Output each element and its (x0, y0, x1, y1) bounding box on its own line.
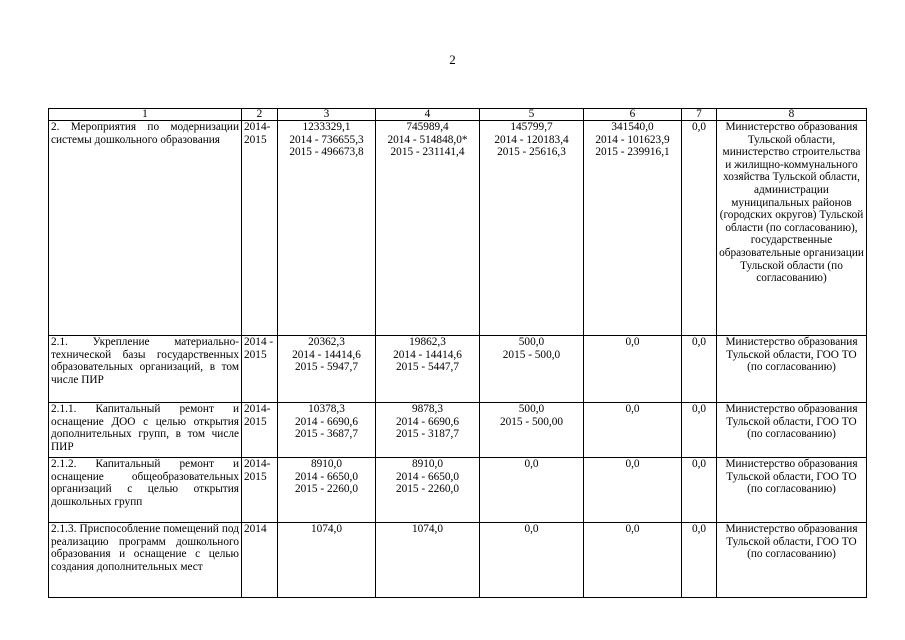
table-row (49, 458, 867, 523)
page-number: 2 (449, 52, 456, 67)
other-funding: 0,0 (682, 336, 717, 403)
header-cell: 7 (682, 109, 717, 121)
program-table (48, 108, 867, 598)
regional-funding: 500,0 2015 - 500,00 (480, 403, 584, 458)
header-cell: 2 (242, 109, 278, 121)
regional-funding: 500,0 2015 - 500,0 (480, 336, 584, 403)
regional-funding: 145799,7 2014 - 120183,4 2015 - 25616,3 (480, 121, 584, 336)
federal-funding: 19862,3 2014 - 14414,6 2015 - 5447,7 (376, 336, 480, 403)
municipal-funding: 0,0 (584, 336, 682, 403)
header-row (49, 109, 867, 121)
other-funding: 0,0 (682, 121, 717, 336)
total-funding: 1074,0 (278, 523, 376, 598)
table-row (49, 523, 867, 598)
header-cell: 6 (584, 109, 682, 121)
years: 2014-2015 (242, 403, 278, 458)
years: 2014 (242, 523, 278, 598)
other-funding: 0,0 (682, 458, 717, 523)
municipal-funding: 0,0 (584, 523, 682, 598)
measure-name: 2.1.2. Капитальный ремонт и оснащение общеобразовательных организаций с целью открытия дошкольных групп (49, 458, 242, 523)
total-funding: 1233329,1 2014 - 736655,3 2015 - 496673,8 (278, 121, 376, 336)
municipal-funding: 0,0 (584, 403, 682, 458)
municipal-funding: 0,0 (584, 458, 682, 523)
measure-name: 2.1.1. Капитальный ремонт и оснащение ДОО с целью открытия дополнительных групп, в том числе ПИР (49, 403, 242, 458)
header-cell: 8 (717, 109, 867, 121)
executor: Министерство образования Тульской области, ГОО ТО (по согласованию) (717, 458, 867, 523)
federal-funding: 745989,4 2014 - 514848,0* 2015 - 231141,4 (376, 121, 480, 336)
table-row (49, 121, 867, 336)
executor: Министерство образования Тульской области, министерство строительства и жилищно-коммунального хозяйства Тульской области, администрации муниципальных районов (городских округов) Тульской области (по согласованию), государственные образовательные организации Тульской области (по согласованию) (717, 121, 867, 336)
executor: Министерство образования Тульской области, ГОО ТО (по согласованию) (717, 523, 867, 598)
regional-funding: 0,0 (480, 458, 584, 523)
table-row (49, 336, 867, 403)
executor: Министерство образования Тульской области, ГОО ТО (по согласованию) (717, 403, 867, 458)
years: 2014-2015 (242, 121, 278, 336)
header-cell: 3 (278, 109, 376, 121)
total-funding: 10378,3 2014 - 6690,6 2015 - 3687,7 (278, 403, 376, 458)
municipal-funding: 341540,0 2014 - 101623,9 2015 - 239916,1 (584, 121, 682, 336)
federal-funding: 9878,3 2014 - 6690,6 2015 - 3187,7 (376, 403, 480, 458)
measure-name: 2.1.3. Приспособление помещений под реализацию программ дошкольного образования и оснащение с целью создания дополнительных мест (49, 523, 242, 598)
header-cell: 5 (480, 109, 584, 121)
total-funding: 8910,0 2014 - 6650,0 2015 - 2260,0 (278, 458, 376, 523)
table-row (49, 403, 867, 458)
total-funding: 20362,3 2014 - 14414,6 2015 - 5947,7 (278, 336, 376, 403)
measure-name: 2.1. Укрепление материально-технической базы государственных образовательных организаций, в том числе ПИР (49, 336, 242, 403)
regional-funding: 0,0 (480, 523, 584, 598)
years: 2014-2015 (242, 458, 278, 523)
header-cell: 1 (49, 109, 242, 121)
executor: Министерство образования Тульской области, ГОО ТО (по согласованию) (717, 336, 867, 403)
measure-name: 2. Мероприятия по модернизации системы дошкольного образования (49, 121, 242, 336)
other-funding: 0,0 (682, 403, 717, 458)
federal-funding: 1074,0 (376, 523, 480, 598)
federal-funding: 8910,0 2014 - 6650,0 2015 - 2260,0 (376, 458, 480, 523)
other-funding: 0,0 (682, 523, 717, 598)
years: 2014 - 2015 (242, 336, 278, 403)
header-cell: 4 (376, 109, 480, 121)
